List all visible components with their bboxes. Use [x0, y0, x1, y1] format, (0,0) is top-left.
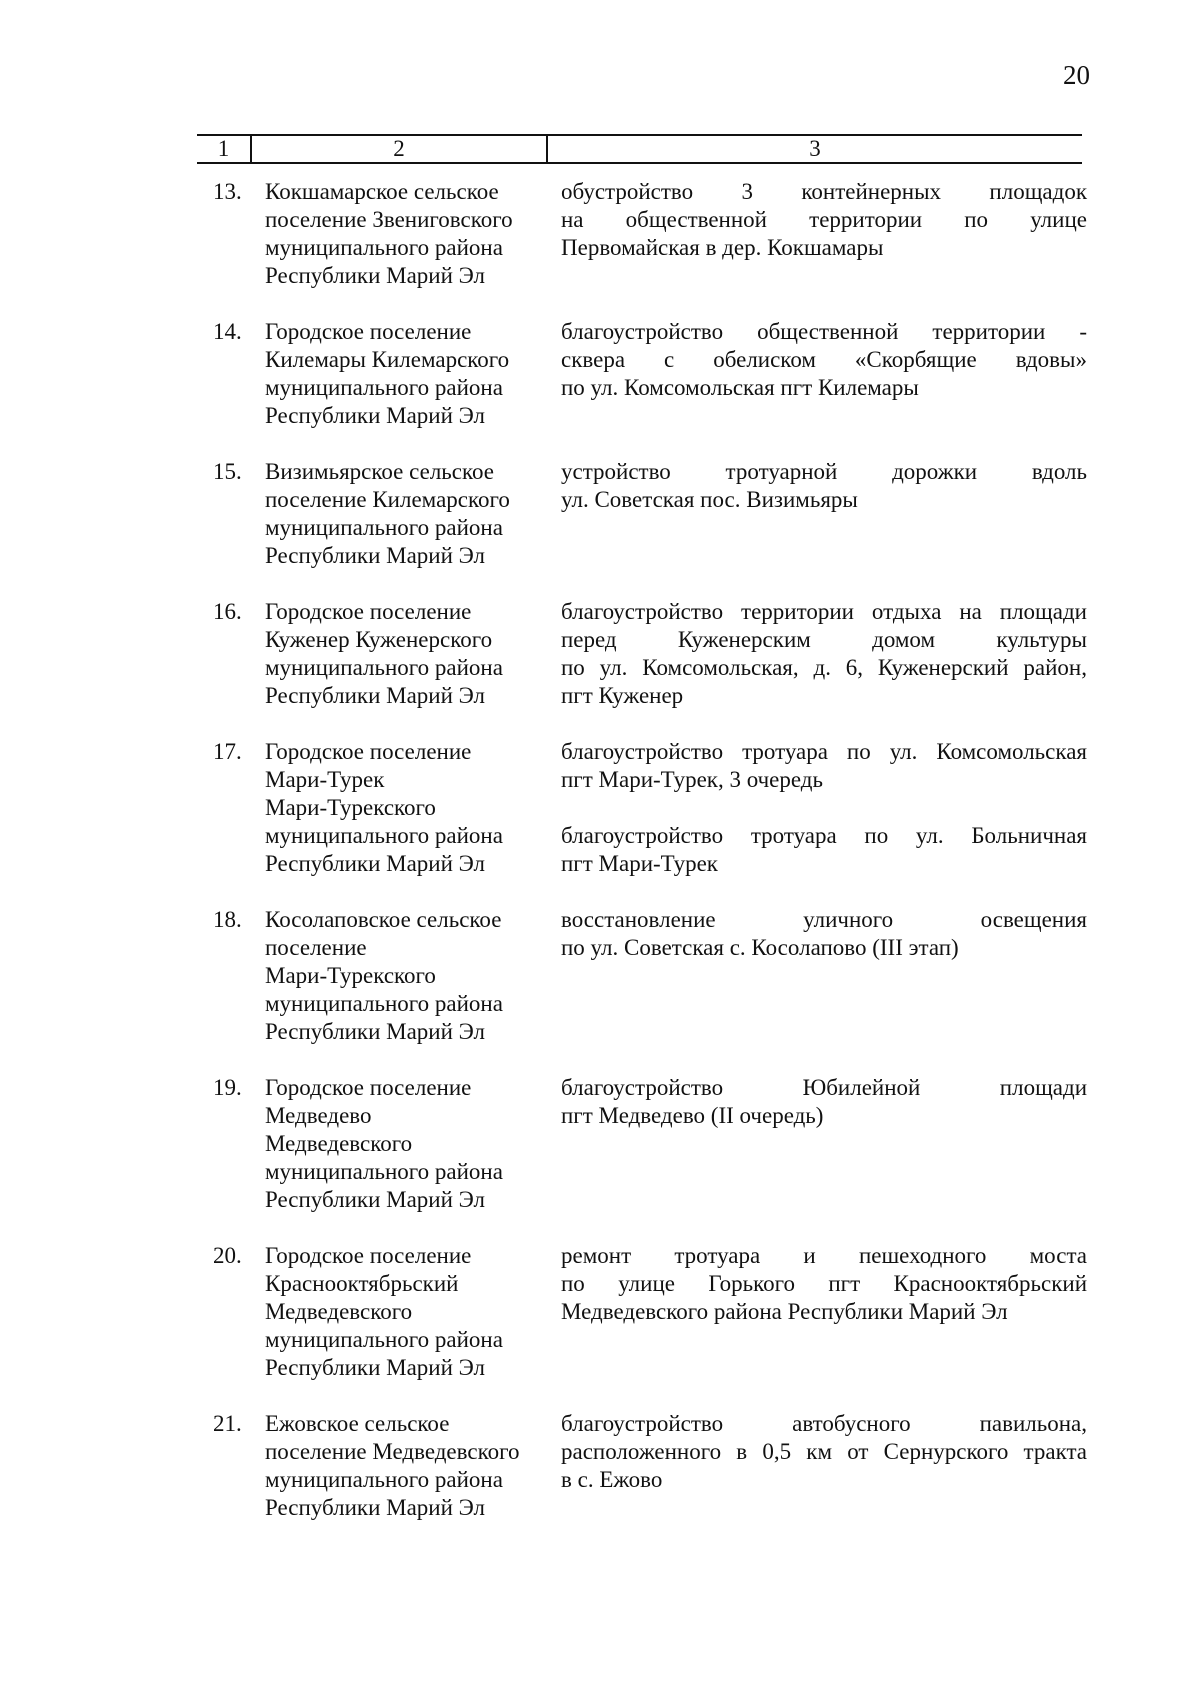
municipality-name-line: муниципального района [265, 375, 503, 400]
project-description [559, 458, 1087, 570]
description-line: расположенного в 0,5 км от Сернурского тракта [561, 1439, 1087, 1464]
municipality-name [265, 1242, 559, 1382]
municipality-name-line: Республики Марий Эл [265, 1355, 486, 1380]
description-line: на общественной территории по улице [561, 207, 1087, 232]
municipality-name-line: Мари-Турек [265, 767, 385, 792]
municipality-name [265, 598, 559, 710]
row-number: 20. [213, 1243, 242, 1268]
project-description [559, 598, 1087, 710]
description-line: перед Куженерским домом культуры [561, 627, 1087, 652]
municipality-name-line: Кокшамарское сельское [265, 179, 499, 204]
municipality-name-line: Ежовское сельское [265, 1411, 450, 1436]
table-row [197, 1410, 1087, 1522]
page-number: 20 [1063, 60, 1090, 90]
project-description [559, 906, 1087, 1046]
description-paragraph [561, 738, 1087, 794]
description-paragraph [561, 1242, 1087, 1326]
municipality-name-line: муниципального района [265, 655, 503, 680]
municipality-name [265, 1410, 559, 1522]
municipality-name-line: Республики Марий Эл [265, 851, 486, 876]
description-line: восстановление уличного освещения [561, 907, 1087, 932]
municipality-name-line: муниципального района [265, 235, 503, 260]
municipality-name-line: муниципального района [265, 991, 503, 1016]
municipality-name-line: Городское поселение [265, 319, 472, 344]
header-col-2: 2 [252, 136, 548, 162]
description-line: Медведевского района Республики Марий Эл [561, 1299, 1008, 1324]
municipality-name-line: Килемары Килемарского [265, 347, 510, 372]
description-line: сквера с обелиском «Скорбящие вдовы» [561, 347, 1087, 372]
project-description [559, 1242, 1087, 1382]
municipality-name-line: поселение Звениговского [265, 207, 513, 232]
municipality-name-line: Республики Марий Эл [265, 1187, 486, 1212]
table-row [197, 738, 1087, 878]
municipality-name-line: поселение [265, 935, 367, 960]
description-paragraph [561, 1074, 1087, 1130]
table-row [197, 458, 1087, 570]
header-col-1: 1 [197, 136, 252, 162]
description-line: по улице Горького пгт Краснооктябрьский [561, 1271, 1087, 1296]
municipality-name-line: муниципального района [265, 515, 503, 540]
municipality-name [265, 738, 559, 878]
description-line: по ул. Советская с. Косолапово (III этап) [561, 935, 959, 960]
municipality-name [265, 318, 559, 430]
header-col-3: 3 [809, 136, 821, 161]
municipality-name-line: Городское поселение [265, 599, 472, 624]
description-line: ул. Советская пос. Визимьяры [561, 487, 858, 512]
project-description [559, 738, 1087, 878]
description-paragraph [561, 458, 1087, 514]
description-line: пгт Мари-Турек [561, 851, 718, 876]
municipality-name-line: муниципального района [265, 823, 503, 848]
municipality-name-line: Медведевского [265, 1131, 413, 1156]
municipality-name-line: поселение Килемарского [265, 487, 510, 512]
table-header [197, 134, 1082, 164]
description-paragraph [561, 822, 1087, 878]
row-number: 17. [213, 739, 242, 764]
description-paragraph [561, 598, 1087, 710]
project-description [559, 1074, 1087, 1214]
description-line: по ул. Комсомольская пгт Килемары [561, 375, 919, 400]
description-line: по ул. Комсомольская, д. 6, Куженерский район, [561, 655, 1087, 680]
municipality-name [265, 458, 559, 570]
table-row [197, 598, 1087, 710]
municipality-name-line: Республики Марий Эл [265, 683, 486, 708]
row-number: 18. [213, 907, 242, 932]
table-row [197, 318, 1087, 430]
description-line: ремонт тротуара и пешеходного моста [561, 1243, 1087, 1268]
municipality-name-line: Республики Марий Эл [265, 1495, 486, 1520]
municipality-name-line: муниципального района [265, 1467, 503, 1492]
description-line: пгт Мари-Турек, 3 очередь [561, 767, 823, 792]
row-number: 19. [213, 1075, 242, 1100]
municipality-name-line: Косолаповское сельское [265, 907, 502, 932]
municipality-name-line: Городское поселение [265, 739, 472, 764]
table-row [197, 1074, 1087, 1214]
description-line: устройство тротуарной дорожки вдоль [561, 459, 1087, 484]
project-description [559, 178, 1087, 290]
description-paragraph [561, 906, 1087, 962]
municipality-name [265, 906, 559, 1046]
municipality-name [265, 1074, 559, 1214]
description-paragraph [561, 1410, 1087, 1494]
description-line: обустройство 3 контейнерных площадок [561, 179, 1087, 204]
municipality-name-line: поселение Медведевского [265, 1439, 520, 1464]
municipality-name [265, 178, 559, 290]
row-number: 15. [213, 459, 242, 484]
table-row [197, 906, 1087, 1046]
municipality-name-line: муниципального района [265, 1327, 503, 1352]
municipality-name-line: Мари-Турекского [265, 963, 436, 988]
municipality-name-line: Городское поселение [265, 1243, 472, 1268]
row-number: 21. [213, 1411, 242, 1436]
municipality-name-line: Медведевского [265, 1299, 413, 1324]
row-number: 16. [213, 599, 242, 624]
municipality-name-line: Городское поселение [265, 1075, 472, 1100]
municipality-name-line: Куженер Куженерского [265, 627, 493, 652]
project-description [559, 318, 1087, 430]
municipality-name-line: Республики Марий Эл [265, 403, 486, 428]
description-line: Первомайская в дер. Кокшамары [561, 235, 884, 260]
municipality-name-line: Медведево [265, 1103, 372, 1128]
project-description [559, 1410, 1087, 1522]
description-line: благоустройство Юбилейной площади [561, 1075, 1087, 1100]
description-line: благоустройство тротуара по ул. Больничная [561, 823, 1087, 848]
table-row [197, 1242, 1087, 1382]
description-line: пгт Куженер [561, 683, 684, 708]
description-line: благоустройство территории отдыха на площади [561, 599, 1087, 624]
row-number: 13. [213, 179, 242, 204]
municipality-name-line: Республики Марий Эл [265, 263, 486, 288]
table-body [197, 178, 1087, 1550]
description-line: благоустройство тротуара по ул. Комсомольская [561, 739, 1087, 764]
municipality-name-line: муниципального района [265, 1159, 503, 1184]
description-line: в с. Ежово [561, 1467, 663, 1492]
description-paragraph [561, 178, 1087, 262]
description-paragraph [561, 318, 1087, 402]
municipality-name-line: Краснооктябрьский [265, 1271, 459, 1296]
municipality-name-line: Мари-Турекского [265, 795, 436, 820]
description-line: благоустройство общественной территории - [561, 319, 1087, 344]
row-number: 14. [213, 319, 242, 344]
municipality-name-line: Республики Марий Эл [265, 543, 486, 568]
table-row [197, 178, 1087, 290]
municipality-name-line: Визимьярское сельское [265, 459, 494, 484]
description-line: пгт Медведево (II очередь) [561, 1103, 824, 1128]
description-line: благоустройство автобусного павильона, [561, 1411, 1087, 1436]
municipality-name-line: Республики Марий Эл [265, 1019, 486, 1044]
